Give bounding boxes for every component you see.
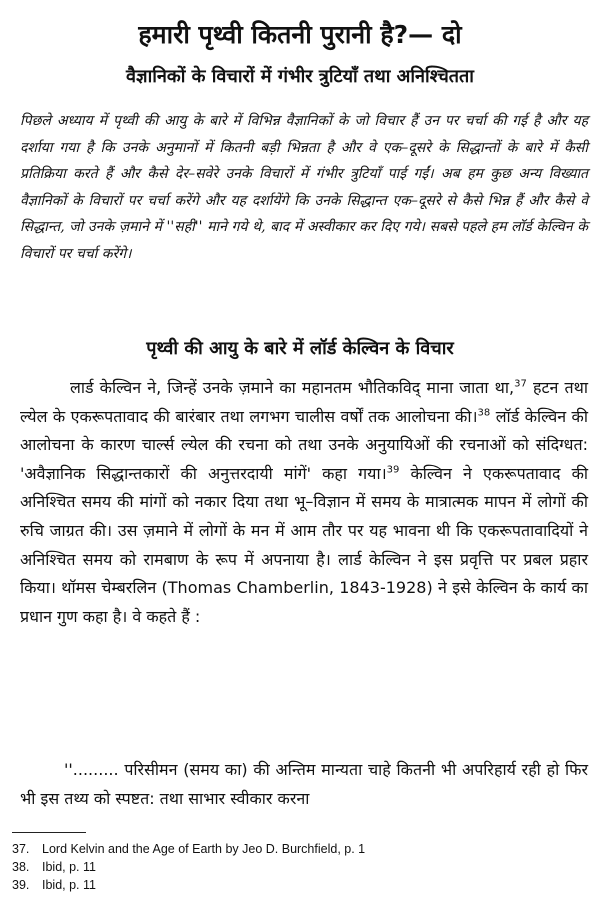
quote-text: ''......... परिसीमन (समय का) की अन्तिम मान्यता चाहे कितनी भी अपरिहार्य रही हो फिर भी इस तथ्य को स्पष्टत: तथा साभार स्वीकार करना <box>20 760 588 808</box>
footnotes-list <box>12 840 588 894</box>
footnote-item <box>12 876 588 894</box>
footnote-text: Ibid, p. 11 <box>42 878 96 892</box>
section-heading: पृथ्वी की आयु के बारे में लॉर्ड केल्विन के विचार <box>146 338 454 359</box>
body-text-part: लॉर्ड केल्विन की आलोचना के कारण चार्ल्स ल्येल की रचना को तथा उनके अनुयायिओं की रचनाओं को संदिग्धत: 'अवैज्ञानिक सिद्धान्तकारों की अनुत्तरदायी मांगें' कहा गया। <box>20 406 588 483</box>
body-text-part: केल्विन ने एकरूपतावाद की अनिश्चित समय की मांगों को नकार दिया तथा भू–विज्ञान में समय के मात्रात्मक मापन में लोगों की रुचि जाग्रत की। उस ज़माने में लोगों के मन में आम तौर पर यह भावना थी कि एकरूपतावादियों ने अनिश्चित समय को रामबाण के रूप में अपनाया है। लार्ड केल्विन ने इस प्रवृत्ति पर प्रबल प्रहार किया। थॉमस चेम्बरलिन (Thomas Chamberlin, 1843-1928) ने इसे केल्विन के कार्य का प्रधान गुण कहा है। वे कहते हैं : <box>20 463 588 626</box>
footnote-number: 37. <box>12 842 30 856</box>
footnote-ref-37: 37 <box>514 378 527 390</box>
footnote-number: 38. <box>12 860 30 874</box>
footnote-divider <box>12 832 86 833</box>
footnote-text: Lord Kelvin and the Age of Earth by Jeo D. Burchfield, p. 1 <box>42 842 366 856</box>
footnote-text: Ibid, p. 11 <box>42 860 96 874</box>
footnote-number: 39. <box>12 878 30 892</box>
intro-paragraph: पिछले अध्याय में पृथ्वी की आयु के बारे में विभिन्न वैज्ञानिकों के जो विचार हैं उन पर चर्चा की गई है और यह दर्शाया गया है कि उनके अनुमानों में कितनी बड़ी भिन्नता है और वे एक–दूसरे के सिद्धान्तों के बारे में कैसी प्रतिक्रिया करते हैं और कैसे देर–सवेरे उनके विचारों में गंभीर त्रुटियाँ पाई गईं। अब हम कुछ अन्य विख्यात वैज्ञानिकों के विचारों पर चर्चा करेंगे और यह दर्शायेंगे कि उनके सिद्धान्त एक–दूसरे से कैसे भिन्न हैं और कैसे वे सिद्धान्त, जो उनके ज़माने में ''सही'' माने गये थे, बाद में अस्वीकार कर दिए गये। सबसे पहले हम लॉर्ड केल्विन के विचारों पर चर्चा करेंगे। <box>20 113 588 262</box>
chapter-title: हमारी पृथ्वी कितनी पुरानी है?— दो <box>138 20 462 49</box>
quote-paragraph <box>20 756 588 813</box>
body-text-part: लार्ड केल्विन ने, जिन्हें उनके ज़माने का महानतम भौतिकविद् माना जाता था, <box>70 378 515 397</box>
footnote-ref-38: 38 <box>477 407 491 419</box>
chapter-subtitle: वैज्ञानिकों के विचारों में गंभीर त्रुटियाँ तथा अनिश्चितता <box>126 66 474 87</box>
footnote-ref-39: 39 <box>386 464 400 476</box>
body-text-part: हटन तथा ल्येल के एकरूपतावाद की बारंबार तथा लगभग चालीस वर्षों तक आलोचना की। <box>20 378 588 426</box>
body-paragraph <box>20 374 588 631</box>
footnote-item <box>12 840 588 858</box>
footnote-item <box>12 858 588 876</box>
